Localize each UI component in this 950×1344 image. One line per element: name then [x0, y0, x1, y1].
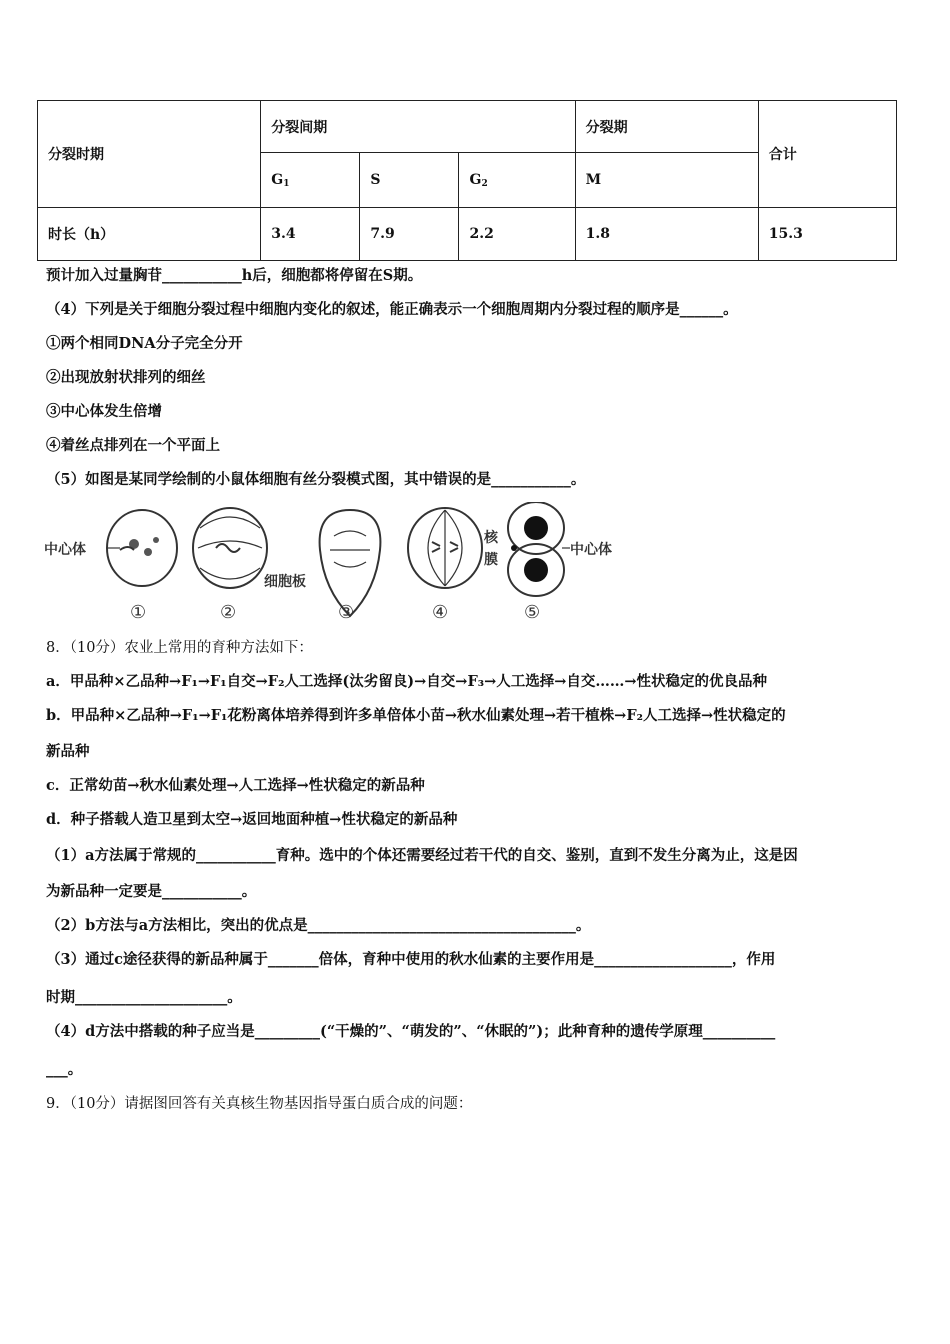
row-label: 时长（h）	[38, 208, 261, 261]
q8-header: 8．（10分）农业上常用的育种方法如下：	[46, 640, 313, 656]
q8-method-a: a．甲品种×乙品种→F₁→F₁自交→F₂人工选择(汰劣留良)→自交→F₃→人工选择→自交……→性状稳定的优良品种	[46, 673, 768, 690]
mitosis-figure	[40, 502, 640, 624]
header-period: 分裂时期	[38, 101, 261, 208]
q8-q1-line2: 为新品种一定要是___________。	[46, 883, 257, 900]
figure-number-5: ⑤	[524, 602, 541, 623]
q8-q1-line1: （1）a方法属于常规的___________育种。选中的个体还需要经过若干代的自交、鉴别，直到不发生分离为止，这是因	[46, 847, 798, 864]
q4-option-4: ④着丝点排列在一个平面上	[46, 437, 220, 454]
q4-option-1: ①两个相同DNA分子完全分开	[46, 335, 243, 352]
q8-method-c: c．正常幼苗→秋水仙素处理→人工选择→性状稳定的新品种	[46, 777, 425, 794]
header-g2: $G_2$	[459, 153, 575, 208]
cell-cycle-table	[37, 100, 897, 261]
q8-method-d: d．种子搭载人造卫星到太空→返回地面种植→性状稳定的新品种	[46, 811, 458, 828]
q4-option-2: ②出现放射状排列的细丝	[46, 369, 206, 386]
label-nuclear-2: 膜	[484, 552, 498, 568]
header-s: S	[360, 153, 459, 208]
q3-text: 预计加入过量胸苷___________h后，细胞都将停留在S期。	[46, 267, 423, 284]
q8-method-b-line2: 新品种	[46, 743, 90, 760]
label-nuclear-1: 核	[484, 530, 498, 546]
value-total: 15.3	[758, 208, 896, 261]
header-m: M	[575, 153, 758, 208]
header-g1: $G_1$	[261, 153, 360, 208]
header-division: 分裂期	[575, 101, 758, 153]
q8-q3-line1: （3）通过c途径获得的新品种属于_______倍体，育种中使用的秋水仙素的主要作用是___________________，作用	[46, 951, 776, 968]
q8-method-b-line1: b．甲品种×乙品种→F₁→F₁花粉离体培养得到许多单倍体小苗→秋水仙素处理→若干植株→F₂人工选择→性状稳定的	[46, 707, 786, 724]
figure-number-2: ②	[220, 602, 237, 623]
figure-number-4: ④	[432, 602, 449, 623]
value-g1: 3.4	[261, 208, 360, 261]
value-g2: 2.2	[459, 208, 575, 261]
header-total: 合计	[758, 101, 896, 208]
label-cell-plate: 细胞板	[264, 574, 306, 590]
value-m: 1.8	[575, 208, 758, 261]
header-interphase: 分裂间期	[261, 101, 575, 153]
q8-q4-line2: ___。	[46, 1061, 83, 1078]
q5-stem: （5）如图是某同学绘制的小鼠体细胞有丝分裂模式图，其中错误的是___________。	[46, 471, 586, 488]
figure-number-1: ①	[130, 602, 147, 623]
cell-3	[320, 510, 381, 616]
cell-2	[193, 508, 267, 588]
label-centrosome-right: 中心体	[570, 542, 612, 558]
figure-number-3: ③	[338, 602, 355, 623]
q4-stem: （4）下列是关于细胞分裂过程中细胞内变化的叙述，能正确表示一个细胞周期内分裂过程的顺序是______。	[46, 301, 738, 318]
q8-q3-line2: 时期_____________________。	[46, 989, 242, 1006]
q9-header: 9．（10分）请据图回答有关真核生物基因指导蛋白质合成的问题：	[46, 1096, 473, 1112]
q8-q4-line1: （4）d方法中搭载的种子应当是_________(“干燥的”、“萌发的”、“休眠的”)；此种育种的遗传学原理__________	[46, 1023, 776, 1040]
q4-option-3: ③中心体发生倍增	[46, 403, 162, 420]
value-s: 7.9	[360, 208, 459, 261]
label-centrosome-left: 中心体	[44, 542, 86, 558]
q8-q2: （2）b方法与a方法相比，突出的优点是_____________________________________。	[46, 917, 591, 934]
